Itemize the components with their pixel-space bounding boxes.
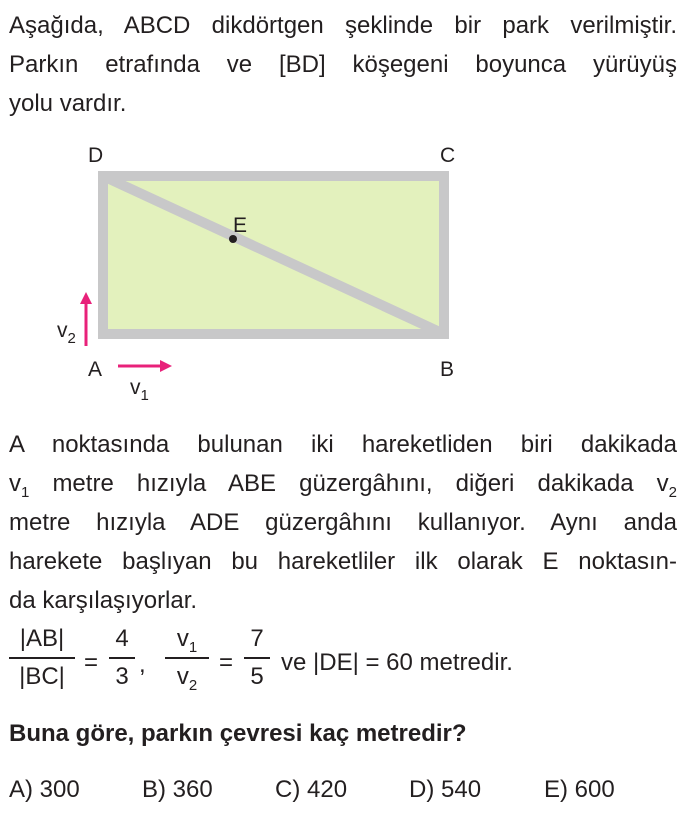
vertex-c-label: C (440, 144, 456, 167)
ratio-v1-v2: $v_1$ $v_2$ (165, 624, 209, 692)
given-ratios (9, 624, 677, 704)
option-b[interactable]: B) 360 (142, 776, 213, 803)
intro-line-3: yolu vardır. (9, 90, 127, 117)
vertex-a-label: A (88, 358, 103, 381)
ratio-7-5: 7 5 (244, 624, 270, 692)
intro-line-1: Aşağıda, ABCD dikdörtgen şeklinde bir park verilmiştir. (9, 12, 677, 39)
body-line-4: harekete başlıyan bu hareketliler ilk olarak E noktasın- (9, 548, 677, 575)
answer-options (9, 772, 677, 808)
ratio-4-3: 4 3 (109, 624, 135, 692)
question-text: Buna göre, parkın çevresi kaç metredir? (9, 720, 467, 747)
option-e[interactable]: E) 600 (544, 776, 615, 803)
equals-sign-1: = (84, 649, 99, 676)
v1-label: $v_1$ (130, 376, 149, 404)
option-d[interactable]: D) 540 (409, 776, 482, 803)
vertex-b-label: B (440, 358, 455, 381)
ratio-ab-bc: |AB| |BC| (9, 624, 75, 692)
option-c[interactable]: C) 420 (275, 776, 348, 803)
vertex-d-label: D (88, 144, 104, 167)
body-line-3: metre hızıyla ADE güzergâhını kullanıyor. Aynı anda (9, 509, 677, 536)
v1-arrow (118, 360, 172, 372)
body-line-2: $v_1$ metre hızıyla ABE güzergâhını, diğeri dakikada $v_2$ (9, 470, 677, 501)
intro-text (9, 6, 677, 123)
option-a[interactable]: A) 300 (9, 776, 80, 803)
problem-text (9, 425, 677, 620)
de-length-statement: ve |DE| = 60 metredir. (281, 649, 513, 676)
park-figure (0, 140, 687, 410)
body-line-1: A noktasında bulunan iki hareketliden biri dakikada (9, 431, 677, 458)
v2-label: $v_2$ (57, 319, 76, 347)
equals-sign-2: = (219, 649, 234, 676)
point-e-label: E (233, 214, 248, 237)
park-diagram (0, 140, 687, 410)
v2-arrow (80, 292, 92, 346)
intro-line-2: Parkın etrafında ve [BD] köşegeni boyunca yürüyüş (9, 51, 677, 78)
comma: , (139, 651, 146, 678)
body-line-5: da karşılaşıyorlar. (9, 587, 198, 614)
